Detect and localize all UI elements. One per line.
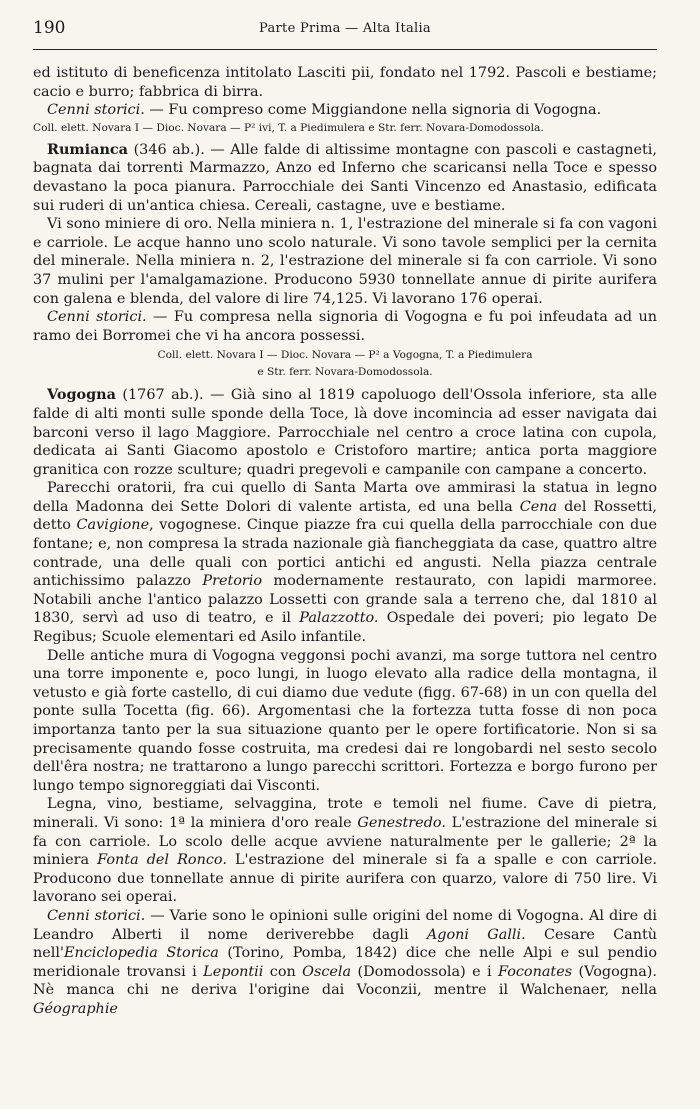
cenni-storici-label: Cenni storici. [47,309,147,326]
paragraph-cenni-miggiandone: Cenni storici. — Fu compreso come Miggiandone nella signoria di Vogogna. [47,102,602,119]
running-title: Parte Prima — Alta Italia [259,21,431,36]
page-header [33,18,657,42]
paragraph-lasciti: ed istituto di beneficenza intitolato Lasciti pii, fondato nel 1792. Pascoli e bestiame; cacio e burro; fabbrica di birra. [33,65,657,100]
cenni-storici-label: Cenni storici. [47,102,145,119]
paragraph-rumianca: Rumianca (346 ab.). — Alle falde di altissime montagne con pascoli e castagneti, bagnata dai torrenti Marmazzo, Anzo ed Inferno che scaricansi nella Toce e spesso devastano la poca pianura. Parrocchiale dei Santi Vincenzo ed Anastasio, edificata sui ruderi di un'antica chiesa. Cereali, castagne, uve e bestiame. [33,140,657,214]
page-body [33,64,657,1019]
paragraph-vogogna-oratorii: Parecchi oratorii, fra cui quello di Santa Marta ove ammirasi la statua in legno della Madonna dei Sette Dolori di valente artista, ed una bella Cena del Rossetti, detto Cavigione, vogognese. Cinque piazze fra cui quella della parrocchiale con due fontane; e, non compresa la strada nazionale già fiancheggiata da case, quattro altre contrade, una delle quali con portici antichi ed angusti. Nella piazza centrale antichissimo palazzo Pretorio modernamente restaurato, con lapidi marmoree. Notabili anche l'antico palazzo Lossetti con grande sala a terreno che, dal 1810 al 1830, servì ad uso di teatro, e il Palazzotto. Ospedale dei poveri; pio legato De Regibus; Scuole elementari ed Asilo infantile. [33,480,657,646]
paragraph-vogogna-miniere: Legna, vino, bestiame, selvaggina, trote e temoli nel fiume. Cave di pietra, minerali. Vi sono: 1ª la miniera d'oro reale Genestredo. L'estrazione del minerale si fa con carriole. Lo scolo delle acque avviene naturalmente per le gallerie; 2ª la miniera Fonta del Ronco. L'estrazione del minerale si fa a spalle e con carriole. Producono due tonnellate annue di pirite aurifera con quarzo, valore di 750 lire. Vi lavorano sei operai. [33,796,657,906]
header-rule [33,49,657,50]
paragraph-vogogna: Vogogna (1767 ab.). — Già sino al 1819 capoluogo dell'Ossola inferiore, sta alle falde di alti monti sulle sponde della Toce, là dove incomincia ad esser navigata dai barconi verso il lago Maggiore. Parrocchiale nel centro a croce latina con cupola, dedicata ai Santi Giacomo apostolo e Cristoforo martire; antica porta maggiore granitica con rozze sculture; quadri pregevoli e campanile con campane a concerto. [33,386,657,478]
paragraph-vogogna-cenni: Cenni storici. — Varie sono le opinioni sulle origini del nome di Vogogna. Al dire di Leandro Alberti il nome deriverebbe dagli Agoni Galli. Cesare Cantù nell'Enciclopedia Storica (Torino, Pomba, 1842) dice che nelle Alpi e sul pendio meridionale trovansi i Lepontii con Oscela (Domodossola) e i Foconates (Vogogna). Nè manca chi ne deriva l'origine dai Voconzii, mentre il Walchenaer, nella Géographie [33,907,658,1017]
page-number: 190 [33,18,66,38]
place-name-vogogna: Vogogna [47,386,116,404]
place-name-rumianca: Rumianca [47,140,128,158]
metadata-line: Coll. elett. Novara I — Dioc. Novara — P² ivi, T. a Piedimulera e Str. ferr. Novara-Domodossola. [33,121,544,134]
paragraph-rumianca-cenni: Cenni storici. — Fu compresa nella signoria di Vogogna e fu poi infeudata ad un ramo dei Borromei che vi ha ancora possessi. [33,309,657,344]
metadata-block: Coll. elett. Novara I — Dioc. Novara — P² a Vogogna, T. a Piedimulera e Str. ferr. Novara-Domodossola. [157,349,533,378]
paragraph-rumianca-miniere: Vi sono miniere di oro. Nella miniera n. 1, l'estrazione del minerale si fa con vagoni e carriole. Le acque hanno uno scolo naturale. Vi sono tavole semplici per la cernita del minerale. Nella miniera n. 2, l'estrazione del minerale si fa con carriole. Vi sono 37 mulini per l'amalgamazione. Producono 5930 tonnellate annue di pirite aurifera con galena e blenda, del valore di lire 74,125. Vi lavorano 176 operai. [33,216,657,307]
cenni-storici-label: Cenni storici. [47,907,146,924]
paragraph-vogogna-mura: Delle antiche mura di Vogogna veggonsi pochi avanzi, ma sorge tuttora nel centro una torre imponente e, poco lungi, in luogo elevato alla radice della montagna, il vetusto e già forte castello, di cui diamo due vedute (figg. 67-68) in un con quella del ponte sulla Tocetta (fig. 66). Argomentasi che la fortezza tutta fosse di non poca importanza tanto per la sua situazione quanto per le opere fortificatorie. Non si sa precisamente quando fosse costruita, ma credesi dai re longobardi nel sesto secolo dell'êra nostra; ne trattarono a lungo parecchi scrittori. Fortezza e borgo furono per lungo tempo signoreggiati dai Visconti. [33,647,657,794]
